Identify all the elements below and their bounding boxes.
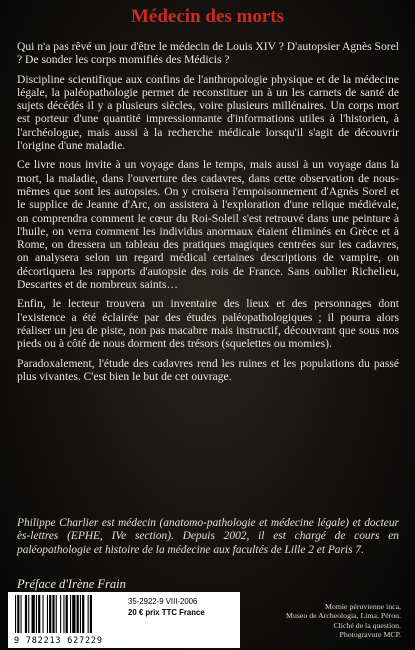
barcode-bar: [72, 595, 75, 633]
barcode-bar: [32, 595, 35, 633]
blurb-paragraph: Enfin, le lecteur trouvera un inventaire des lieux et des personnages dont l'existence a été éclairée par des études paléopathologiques ; il pourra alors réaliser un jeu de piste, non pas macabre mais instructif, découvrant que sous nos pieds ou à côté de nous dorment des trésors (squelettes ou momies).: [17, 297, 399, 351]
barcode-bar: [15, 595, 16, 633]
blurb-paragraph: Qui n'a pas rêvé un jour d'être le médecin de Louis XIV ? D'autopsier Agnès Sorel ? De sonder les corps momifiés des Médicis ?: [17, 40, 399, 67]
barcode-bar: [28, 595, 29, 633]
barcode-bar: [60, 595, 61, 633]
credit-line: Photogravure MCP.: [339, 630, 401, 640]
book-title: Médecin des morts: [130, 6, 285, 27]
barcode-icon: [11, 595, 121, 635]
barcode-bar: [82, 595, 84, 633]
credit-line: Cliché de la question.: [333, 620, 401, 630]
barcode-bar: [77, 595, 79, 633]
barcode-bar: [80, 595, 81, 633]
barcode-bar: [90, 595, 92, 633]
blurb-paragraph: Paradoxalement, l'étude des cadavres rend les ruines et les populations du passé plus vivantes. C'est bien le but de cet ouvrage.: [17, 356, 399, 383]
barcode-bar: [52, 595, 54, 633]
barcode-bar: [25, 595, 27, 633]
barcode-bar: [49, 595, 51, 633]
barcode-bar: [17, 595, 19, 633]
credit-line: Museo de Archeologia, Lima, Pérou.: [286, 611, 401, 621]
price-label: 20 € prix TTC France: [128, 608, 205, 617]
barcode-bar: [43, 595, 44, 633]
reference-code: 35-2922-9 VIII-2006: [128, 597, 198, 606]
credit-line: Momie péruvienne inca,: [325, 602, 401, 611]
photo-credits: [251, 602, 401, 640]
barcode-bar: [70, 595, 71, 633]
barcode-bar: [88, 595, 89, 633]
blurb-paragraph: Ce livre nous invite à un voyage dans le temps, mais aussi à un voyage dans la mort, la maladie, dans l'ouverture des cadavres, dans cette observation de nous-mêmes que sont les autopsies. On y croisera l'empoisonnement d'Agnès Sorel et le supplice de Jeanne d'Arc, on assistera à l'exploration d'une relique médiévale, on comprendra comment le cœur du Roi-Soleil s'est retrouvé dans une peinture à l'huile, on verra comment les individus anormaux étaient éliminés en Grèce et à Rome, on dressera un tableau des pratiques magiques centrées sur les cadavres, on analysera selon un regard médical certaines descriptions de vampire, on décortiquera les rapports d'autopsie des rois de France. Sans oublier Richelieu, Descartes et de nombreux saints…: [17, 158, 399, 292]
barcode-bar: [21, 595, 22, 633]
barcode-bar: [63, 595, 64, 633]
blurb-paragraph: Discipline scientifique aux confins de l'anthropologie physique et de la médecine légale, la paléopathologie permet de reconstituer un à un les carnets de santé de sujets décédés il y a plusieurs siècles, voire plusieurs millénaires. Un corps mort est porteur d'une quantité impressionnante d'informations utiles à l'historien, à l'archéologue, mais aussi à la recherche médicale lorsqu'il s'agit de découvrir l'origine d'une maladie.: [17, 72, 399, 153]
barcode-bar: [47, 595, 48, 633]
isbn-digits: 9 782213 627229: [14, 636, 103, 646]
barcode-bar: [66, 595, 68, 633]
barcode-bar: [36, 595, 37, 633]
blurb: [17, 40, 399, 389]
barcode-bar: [56, 595, 57, 633]
author-bio: Philippe Charlier est médecin (anatomo-pathologie et médecine légale) et docteur ès-lettres (EPHE, IVe section). Depuis 2002, il est chargé de cours en paléopathologie et histoire de la médecine aux facultés de Lille 2 et Paris 7.: [17, 517, 399, 556]
preface-credit: Préface d'Irène Frain: [17, 577, 126, 591]
barcode-panel: [8, 592, 240, 648]
barcode-bar: [38, 595, 40, 633]
price-codes: [128, 596, 238, 618]
